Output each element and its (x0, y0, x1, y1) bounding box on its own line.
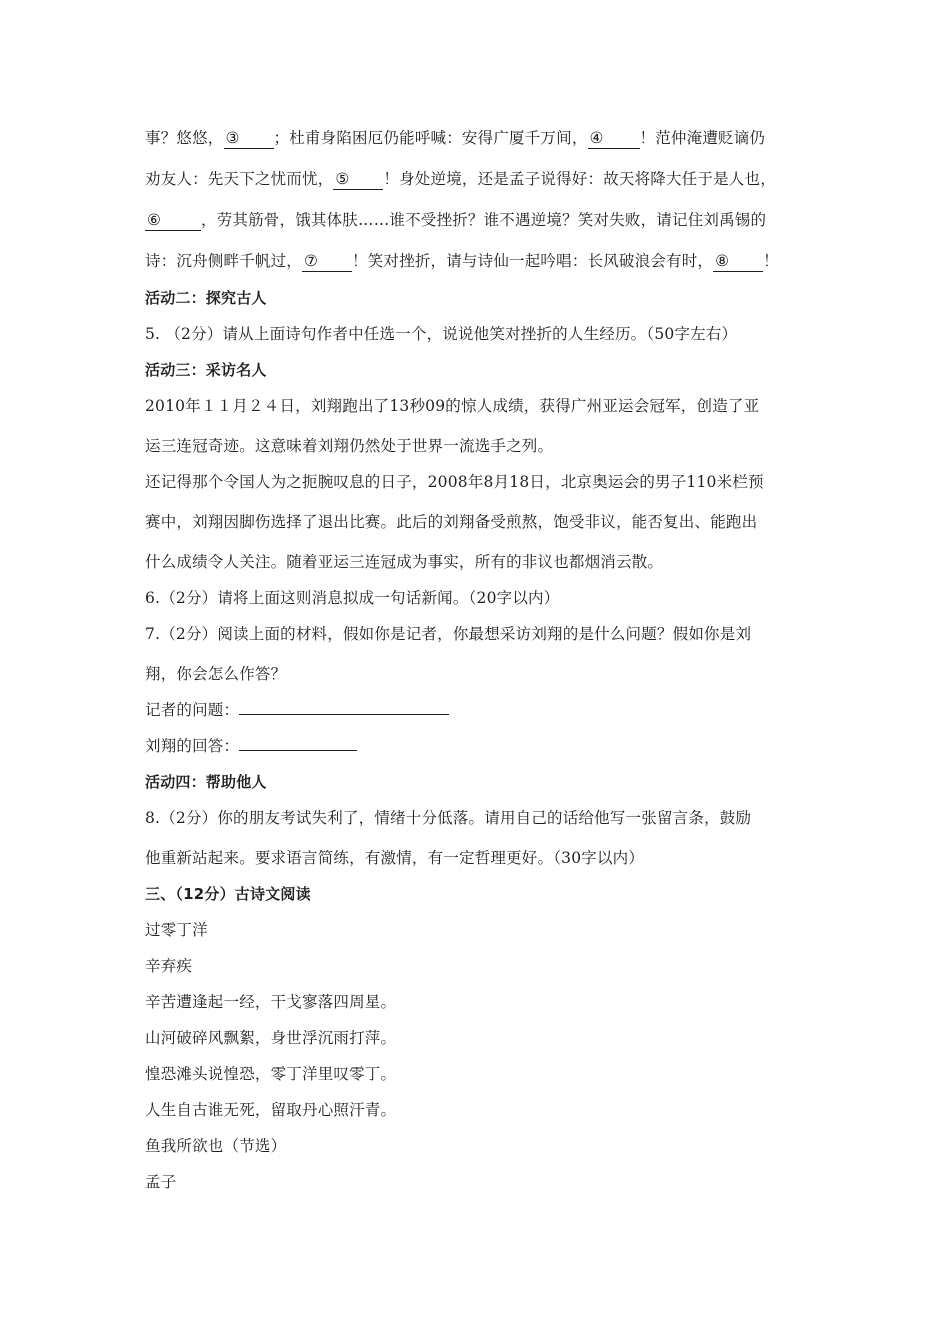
question-5: 5. （2分）请从上面诗句作者中任选一个，说说他笑对挫折的人生经历。（50字左右） (145, 325, 738, 343)
blank-7[interactable]: ⑦ (302, 251, 352, 272)
fill-text: 事？悠悠， (145, 129, 224, 147)
activity2-heading: 活动二：探究古人 (145, 289, 267, 307)
blank-6[interactable]: ⑥ (145, 210, 201, 231)
liuxiang-answer-line[interactable] (239, 736, 357, 751)
liuxiang-answer-row (145, 736, 810, 756)
fill-text: ；杜甫身陷困厄仍能呼喊：安得广厦千万间， (273, 129, 588, 147)
fill-line-4 (145, 251, 810, 272)
blank-5[interactable]: ⑤ (333, 169, 383, 190)
fill-text: ！身处逆境，还是孟子说得好：故天将降大任于是人也， (383, 170, 776, 188)
paragraph-1-line-2: 运三连冠奇迹。这意味着刘翔仍然处于世界一流选手之列。 (145, 437, 554, 455)
fill-text: ，劳其筋骨，饿其体肤……谁不受挫折？谁不遇逆境？笑对失败，请记住刘禹锡的 (201, 211, 767, 229)
poem-line: 辛苦遭逢起一经，干戈寥落四周星。 (145, 993, 397, 1011)
reporter-question-row (145, 700, 810, 720)
activity3-heading: 活动三：采访名人 (145, 361, 267, 379)
paragraph-2-line-1: 还记得那个令国人为之扼腕叹息的日子，2008年8月18日，北京奥运会的男子110米栏预 (145, 473, 764, 491)
fill-text: ！范仲淹遭贬谪仍 (639, 129, 766, 147)
poem-author: 辛弃疾 (145, 957, 193, 975)
question-8-line-1: 8.（2分）你的朋友考试失利了，情绪十分低落。请用自己的话给他写一张留言条，鼓励 (145, 809, 752, 827)
prose-title: 鱼我所欲也（节选） (145, 1137, 287, 1155)
question-6: 6.（2分）请将上面这则消息拟成一句话新闻。（20字以内） (145, 589, 560, 607)
document-page (145, 120, 810, 1192)
blank-8[interactable]: ⑧ (713, 251, 763, 272)
poem-line: 人生自古谁无死，留取丹心照汗青。 (145, 1101, 397, 1119)
reporter-question-label: 记者的问题： (145, 701, 240, 719)
paragraph-2-line-3: 什么成绩令人关注。随着亚运三连冠成为事实，所有的非议也都烟消云散。 (145, 553, 664, 571)
section3-heading: 三、（12分）古诗文阅读 (145, 885, 311, 903)
question-8-line-2: 他重新站起来。要求语言简练，有激情，有一定哲理更好。（30字以内） (145, 849, 645, 867)
activity4-heading: 活动四：帮助他人 (145, 773, 267, 791)
blank-4[interactable]: ④ (588, 128, 640, 149)
fill-text: ！ (763, 252, 779, 270)
fill-line-3 (145, 210, 810, 231)
fill-text: 诗：沉舟侧畔千帆过， (145, 252, 303, 270)
liuxiang-answer-label: 刘翔的回答： (145, 737, 240, 755)
question-7-line-1: 7.（2分）阅读上面的材料，假如你是记者，你最想采访刘翔的是什么问题？假如你是刘 (145, 625, 752, 643)
question-7-line-2: 翔，你会怎么作答？ (145, 665, 287, 683)
poem-line: 山河破碎风飘絮，身世浮沉雨打萍。 (145, 1029, 397, 1047)
blank-3[interactable]: ③ (224, 128, 274, 149)
poem-title: 过零丁洋 (145, 921, 208, 939)
poem-line: 惶恐滩头说惶恐，零丁洋里叹零丁。 (145, 1065, 397, 1083)
prose-author: 孟子 (145, 1173, 177, 1191)
fill-text: ！笑对挫折，请与诗仙一起吟唱：长风破浪会有时， (352, 252, 714, 270)
paragraph-1-line-1: 2010年１１月２４日，刘翔跑出了13秒09的惊人成绩，获得广州亚运会冠军，创造了亚 (145, 397, 760, 415)
fill-text: 劝友人：先天下之忧而忧， (145, 170, 334, 188)
fill-line-2 (145, 169, 810, 190)
fill-line-1 (145, 128, 810, 149)
paragraph-2-line-2: 赛中，刘翔因脚伤选择了退出比赛。此后的刘翔备受煎熬，饱受非议，能否复出、能跑出 (145, 513, 758, 531)
reporter-question-answer-line[interactable] (239, 700, 449, 715)
